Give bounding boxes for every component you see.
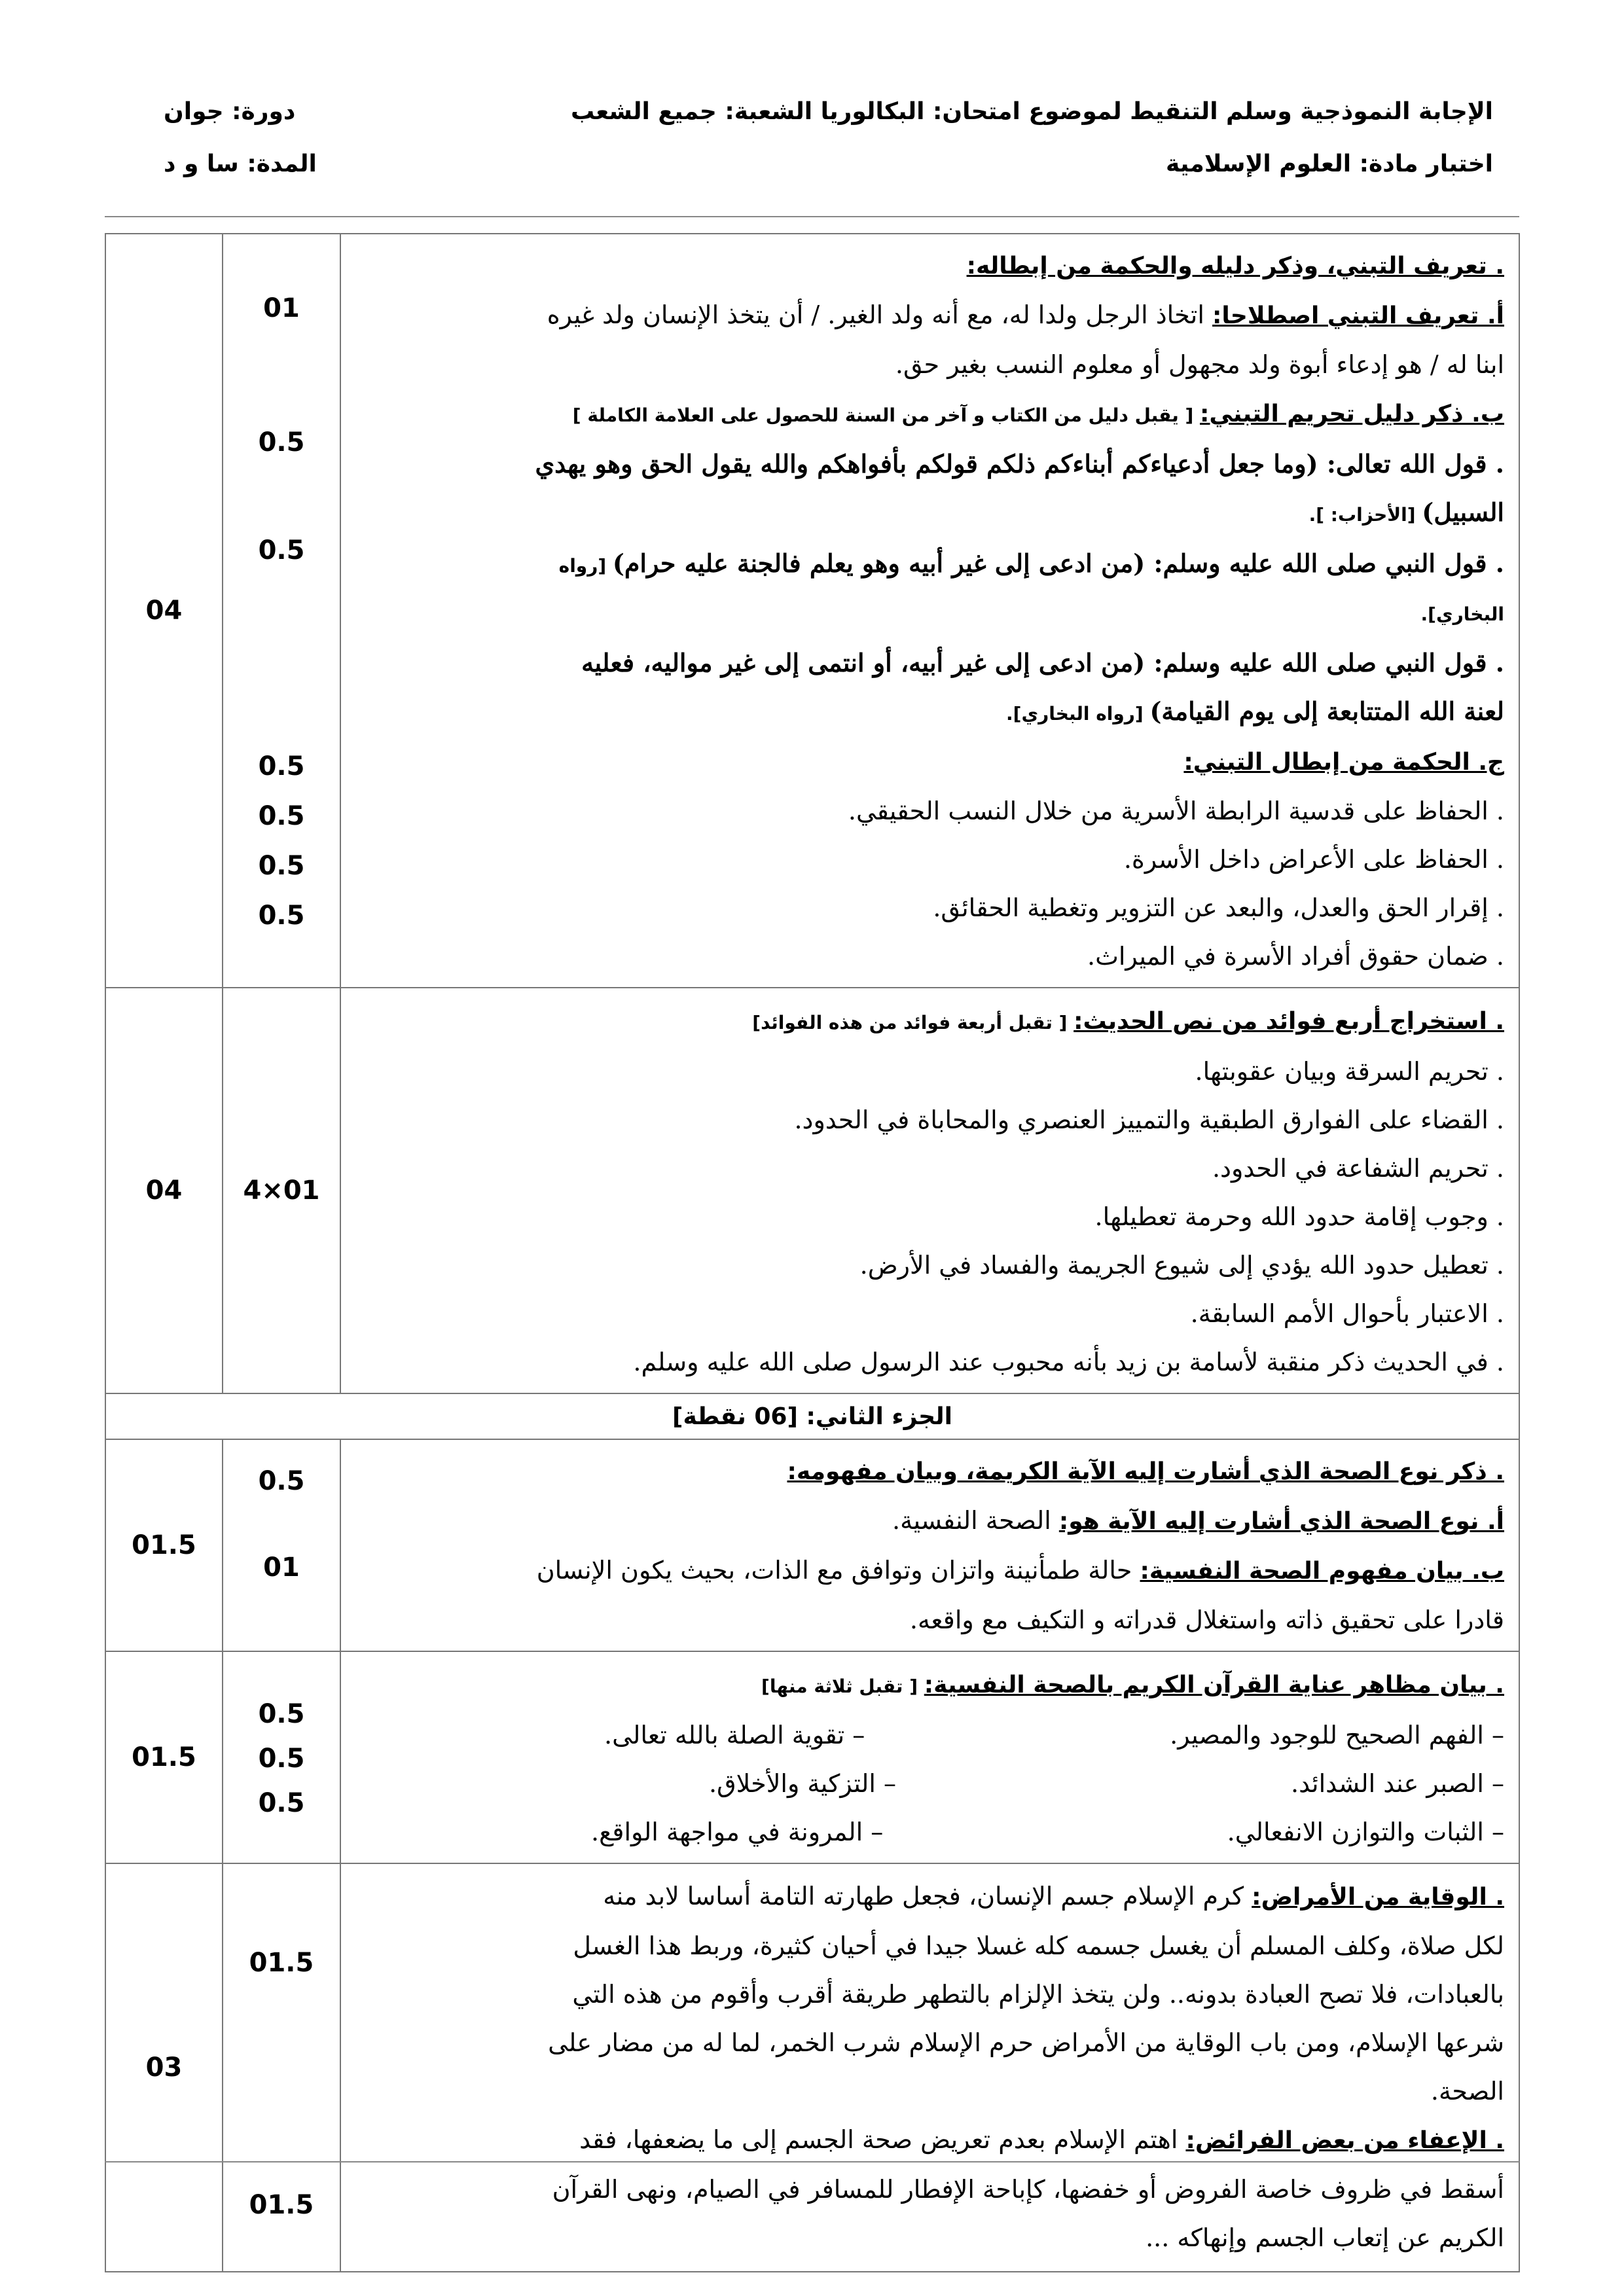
quote-reference: البخاري].	[1420, 603, 1504, 625]
section-marks-column	[223, 1439, 340, 1651]
paragraph-text: شرعها الإسلام، ومن باب الوقاية من الأمراض حرم الإسلام شرب الخمر، لما له من مضار على	[548, 2028, 1504, 2057]
footer-divider	[105, 2161, 1519, 2162]
list-item: . ضمان حقوق أفراد الأسرة في الميراث.	[1087, 942, 1504, 971]
table-row-section-2	[105, 988, 1519, 1393]
quran-quote-cont: السبيل)	[1422, 497, 1504, 527]
list-item: . الحفاظ على قدسية الرابطة الأسرية من خلال النسب الحقيقي.	[848, 797, 1504, 825]
list-item: – الفهم الصحيح للوجود والمصير.	[1170, 1721, 1504, 1749]
answer-text: الصحة النفسية.	[892, 1506, 1059, 1535]
answer-text: حالة طمأنينة واتزان وتوافق مع الذات، بحيث يكون الإنسان	[536, 1556, 1140, 1585]
list-item: . في الحديث ذكر منقبة لأسامة بن زيد بأنه محبوب عند الرسول صلى الله عليه وسلم.	[633, 1348, 1504, 1376]
mark-value: 0.5	[258, 1466, 305, 1496]
note-text: [ تقبل أربعة فوائد من هذه الفوائد]	[752, 1012, 1074, 1033]
section-title: . تعريف التبني، وذكر دليله والحكمة من إبطاله:	[966, 253, 1504, 279]
header-duration: المدة: سا و د	[164, 151, 317, 177]
list-item: – تقوية الصلة بالله تعالى.	[604, 1721, 865, 1749]
answer-text-cont: قادرا على تحقيق ذاته واستغلال قدراته و التكيف مع واقعه.	[909, 1605, 1504, 1634]
table-row-section-1	[105, 234, 1519, 988]
list-item: . تحريم الشفاعة في الحدود.	[1212, 1154, 1504, 1183]
section-title: . استخراج أربع فوائد من نص الحديث:	[1074, 1008, 1504, 1035]
mark-value: 01	[263, 293, 300, 323]
list-item: . وجوب إقامة حدود الله وحرمة تعطيلها.	[1094, 1202, 1504, 1231]
sub-heading: ج. الحكمة من إبطال التبني:	[1183, 749, 1504, 776]
list-row	[355, 1759, 1504, 1808]
header-row-1	[105, 98, 1493, 151]
mark-value: 01.5	[249, 1948, 314, 1978]
paragraph-text: اهتم الإسلام بعدم تعريض صحة الجسم إلى ما يضعفها، فقد	[579, 2125, 1186, 2154]
mark-value: 0.5	[258, 427, 305, 457]
section-points: 04	[105, 234, 223, 988]
section-marks-column	[223, 1651, 340, 1863]
table-row-section-3	[105, 1439, 1519, 1651]
mark-value: 0.5	[258, 851, 305, 881]
paragraph-text: الكريم عن إتعاب الجسم وإنهاكه ...	[1146, 2223, 1504, 2252]
header-divider	[105, 216, 1519, 217]
paragraph-text: كرم الإسلام جسم الإنسان، فجعل طهارته التامة أساسا لابد منه	[603, 1882, 1252, 1910]
quote-reference: [الأحزاب: ].	[1308, 504, 1422, 526]
list-item: – التزكية والأخلاق.	[709, 1769, 896, 1798]
header-subject: اختبار مادة: العلوم الإسلامية	[1166, 151, 1493, 177]
mark-value: 0.5	[258, 801, 305, 831]
mark-value: 01.5	[249, 2190, 314, 2220]
hadith-quote-cont: لعنة الله المتتابعة إلى يوم القيامة)	[1149, 696, 1504, 726]
sub-heading: ب. بيان مفهوم الصحة النفسية:	[1140, 1558, 1504, 1585]
grading-table	[105, 233, 1520, 2272]
header-row-2	[105, 151, 1493, 203]
list-item: . إقرار الحق والعدل، والبعد عن التزوير وتغطية الحقائق.	[933, 893, 1504, 922]
paragraph-text: لكل صلاة، وكلف المسلم أن يغسل جسمه كله غسلا جيدا في أحيان كثيرة، وربط هذا الغسل	[573, 1931, 1504, 1960]
list-item: . الاعتبار بأحوال الأمم السابقة.	[1190, 1299, 1504, 1328]
paragraph-text: الصحة.	[1430, 2077, 1504, 2106]
page-header	[105, 98, 1493, 203]
list-item: – الثبات والتوازن الانفعالي.	[1227, 1818, 1504, 1846]
section-points: 01.5	[105, 1651, 223, 1863]
paragraph-heading: . الإعفاء من بعض الفرائض:	[1185, 2127, 1504, 2154]
section-title: . بيان مظاهر عناية القرآن الكريم بالصحة النفسية:	[924, 1672, 1504, 1698]
section-content	[340, 1439, 1519, 1651]
section-title: . ذكر نوع الصحة الذي أشارت إليه الآية الكريمة، وبيان مفهومه:	[787, 1458, 1504, 1485]
mark-value: 0.5	[258, 751, 305, 781]
header-session: دورة: جوان	[164, 98, 296, 125]
list-item: . تعطيل حدود الله يؤدي إلى شيوع الجريمة والفساد في الأرض.	[859, 1251, 1504, 1280]
section-points: 04	[105, 988, 223, 1393]
mark-value: 0.5	[258, 1699, 305, 1729]
note-text: [ يقبل دليل من الكتاب و آخر من السنة للحصول على العلامة الكاملة ]	[572, 404, 1200, 426]
section-marks-column	[223, 1863, 340, 2272]
definition-text-cont: ابنا له / هو إدعاء أبوة ولد مجهول أو معلوم النسب بغير حق.	[895, 350, 1504, 379]
table-row-part-2	[105, 1393, 1519, 1439]
sub-heading: ب. ذكر دليل تحريم التبني:	[1200, 401, 1504, 427]
list-item: . القضاء على الفوارق الطبقية والتمييز العنصري والمحاباة في الحدود.	[794, 1105, 1504, 1134]
quote-reference: [رواه	[558, 555, 613, 577]
mark-value: 0.5	[258, 535, 305, 565]
quote-reference: [رواه البخاري].	[1006, 703, 1150, 725]
mark-value: 01	[263, 1552, 300, 1583]
section-marks-column	[223, 234, 340, 988]
list-row	[355, 1808, 1504, 1856]
table-row-section-4	[105, 1651, 1519, 1863]
section-content	[340, 1651, 1519, 1863]
list-row	[355, 1711, 1504, 1759]
paragraph-text: أسقط في ظروف خاصة الفروض أو خفضها، كإباحة الإفطار للمسافر في الصيام، ونهى القرآن	[552, 2175, 1504, 2204]
list-item: . تحريم السرقة وبيان عقوبتها.	[1195, 1057, 1504, 1086]
mark-value: 0.5	[258, 1788, 305, 1818]
sub-heading: أ. تعريف التبني اصطلاحا:	[1212, 302, 1504, 329]
sub-heading: أ. نوع الصحة الذي أشارت إليه الآية هو:	[1058, 1508, 1504, 1535]
definition-text: اتخاذ الرجل ولدا له، مع أنه ولد الغير. / أن يتخذ الإنسان ولد غيره	[547, 300, 1212, 329]
section-marks: 4×01	[223, 988, 340, 1393]
table-row-section-5	[105, 1863, 1519, 2272]
paragraph-heading: . الوقاية من الأمراض:	[1252, 1884, 1504, 1910]
hadith-quote: . قول النبي صلى الله عليه وسلم: (من ادعى إلى غير أبيه وهو يعلم فالجنة عليه حرام)	[612, 548, 1504, 578]
hadith-quote: . قول النبي صلى الله عليه وسلم: (من ادعى إلى غير أبيه، أو انتمى إلى غير مواليه، فعليه	[581, 648, 1504, 677]
section-points: 03	[105, 1863, 223, 2272]
section-content	[340, 1863, 1519, 2272]
part-2-heading: الجزء الثاني: [06 نقطة]	[105, 1393, 1519, 1439]
section-content	[340, 234, 1519, 988]
mark-value: 0.5	[258, 1744, 305, 1774]
list-item: – المرونة في مواجهة الواقع.	[591, 1818, 884, 1846]
list-item: . الحفاظ على الأعراض داخل الأسرة.	[1123, 845, 1504, 874]
section-points: 01.5	[105, 1439, 223, 1651]
mark-value: 0.5	[258, 901, 305, 931]
quran-quote: . قول الله تعالى: (وما جعل أدعياءكم أبناءكم ذلكم قولكم بأفواهكم والله يقول الحق وهو يهدي	[535, 449, 1504, 478]
section-content	[340, 988, 1519, 1393]
header-exam-title: الإجابة النموذجية وسلم التنقيط لموضوع امتحان: البكالوريا الشعبة: جميع الشعب	[570, 98, 1493, 125]
paragraph-text: بالعبادات، فلا تصح العبادة بدونه.. ولن يتخذ الإلزام بالتطهر طريقة أقرب وأقوم من هذه التي	[572, 1980, 1504, 2009]
list-item: – الصبر عند الشدائد.	[1291, 1769, 1504, 1798]
note-text: [ تقبل ثلاثة منها]	[761, 1676, 924, 1697]
